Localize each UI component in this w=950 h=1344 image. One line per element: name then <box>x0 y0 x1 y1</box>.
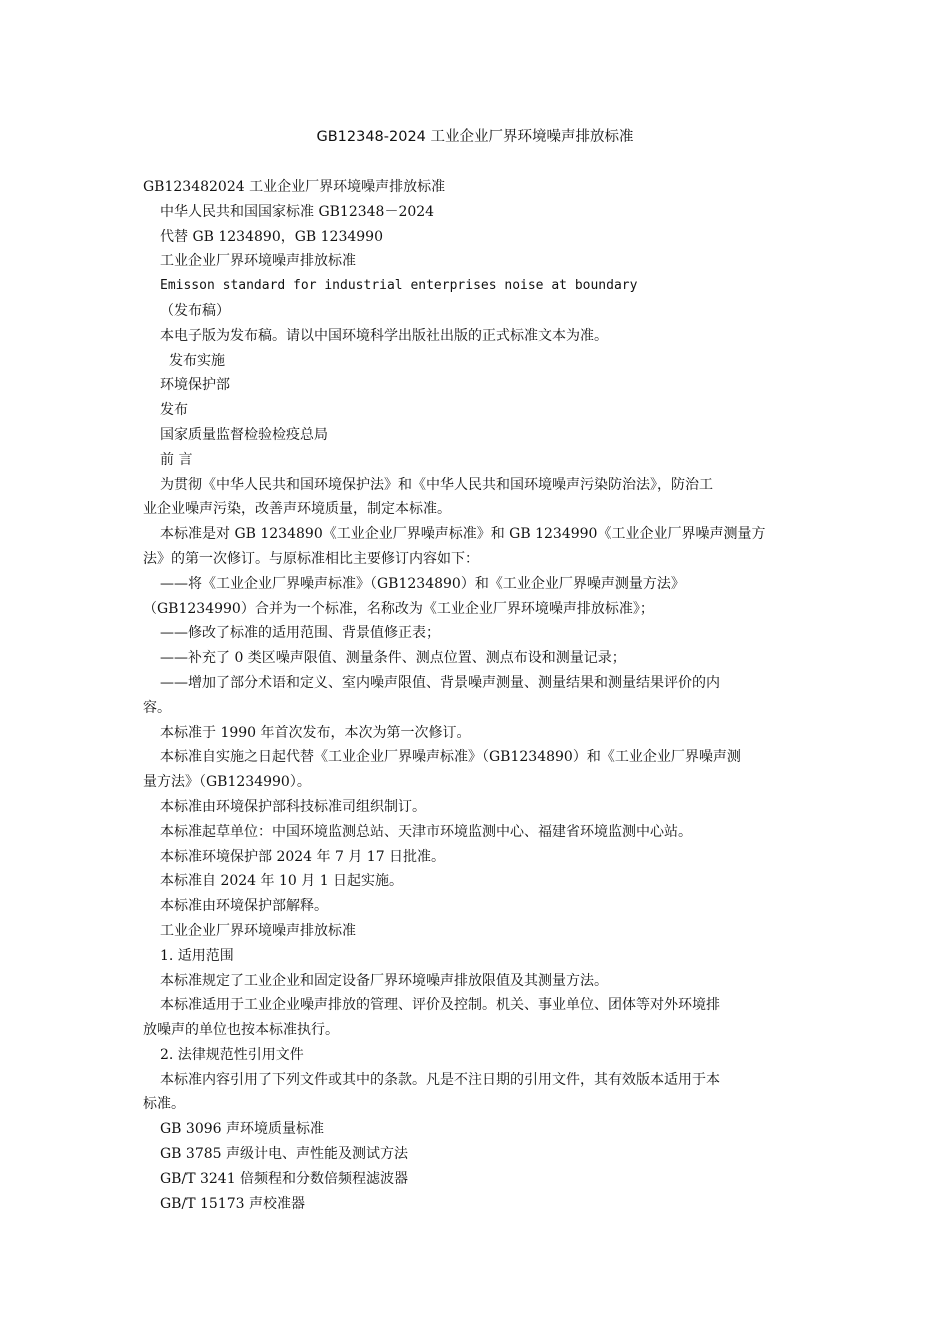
revision-item-4-line-1: ——增加了部分术语和定义、室内噪声限值、背景噪声测量、测量结果和测量结果评价的内 <box>160 674 720 691</box>
revision-item-1-line-1: ——将《工业企业厂界噪声标准》（GB1234890）和《工业企业厂界噪声测量方法》 <box>160 575 685 592</box>
document-body <box>143 175 810 1216</box>
first-release-line: 本标准于 1990 年首次发布，本次为第一次修订。 <box>160 724 471 741</box>
foreword-paragraph-1-line-2: 业企业噪声污染，改善声环境质量，制定本标准。 <box>143 501 451 518</box>
replacement-paragraph-line-1: 本标准自实施之日起代替《工业企业厂界噪声标准》（GB1234890）和《工业企业厂界噪声测 <box>160 749 741 766</box>
foreword-paragraph-2-line-1: 本标准是对 GB 1234890《工业企业厂界噪声标准》和 GB 1234990《工业企业厂界噪声测量方 <box>160 526 766 543</box>
revision-item-2: ——修改了标准的适用范围、背景值修正表； <box>160 625 440 642</box>
reference-gb3096: GB 3096 声环境质量标准 <box>160 1121 325 1138</box>
standard-body-title: 工业企业厂界环境噪声排放标准 <box>160 922 356 939</box>
electronic-version-note: 本电子版为发布稿。请以中国环境科学出版社出版的正式标准文本为准。 <box>160 327 608 344</box>
quality-bureau-line: 国家质量监督检验检疫总局 <box>160 426 328 443</box>
replacement-paragraph-line-2: 量方法》（GB1234990）。 <box>143 774 311 791</box>
implementation-line: 本标准自 2024 年 10 月 1 日起实施。 <box>160 873 404 890</box>
ministry-line: 环境保护部 <box>160 377 230 394</box>
issue-line: 发布 <box>160 402 188 419</box>
scope-paragraph-1: 本标准规定了工业企业和固定设备厂界环境噪声排放限值及其测量方法。 <box>160 972 608 989</box>
revision-item-3: ——补充了 0 类区噪声限值、测量条件、测点位置、测点布设和测量记录； <box>160 650 626 667</box>
foreword-paragraph-1-line-1: 为贯彻《中华人民共和国环境保护法》和《中华人民共和国环境噪声污染防治法》，防治工 <box>160 476 713 493</box>
scope-paragraph-2-line-1: 本标准适用于工业企业噪声排放的管理、评价及控制。机关、事业单位、团体等对外环境排 <box>160 997 720 1014</box>
section-2-heading: 2. 法律规范性引用文件 <box>160 1046 304 1063</box>
reference-gb3785: GB 3785 声级计电、声性能及测试方法 <box>160 1146 409 1163</box>
interpretation-line: 本标准由环境保护部解释。 <box>160 898 328 915</box>
heading-line: GB123482024 工业企业厂界环境噪声排放标准 <box>143 179 446 195</box>
drafting-units-line: 本标准起草单位：中国环境监测总站、天津市环境监测中心、福建省环境监测中心站。 <box>160 823 692 840</box>
document-title: GB12348-2024 工业企业厂界环境噪声排放标准 <box>316 129 634 145</box>
standard-number-line: 中华人民共和国国家标准 GB12348－2024 <box>160 203 435 220</box>
organizer-line: 本标准由环境保护部科技标准司组织制订。 <box>160 798 426 815</box>
replaces-line: 代替 GB 1234890，GB 1234990 <box>160 228 383 245</box>
references-paragraph-line-2: 标准。 <box>143 1096 185 1113</box>
reference-gbt3241: GB/T 3241 倍频程和分数倍频程滤波器 <box>160 1170 409 1187</box>
issue-implement-line: 发布实施 <box>169 352 225 369</box>
english-title-line: Emisson standard for industrial enterprises noise at boundary <box>160 278 638 294</box>
release-draft-line: （发布稿） <box>160 302 230 319</box>
scope-paragraph-2-line-2: 放噪声的单位也按本标准执行。 <box>143 1022 339 1039</box>
reference-gbt15173: GB/T 15173 声校准器 <box>160 1195 305 1212</box>
foreword-heading: 前 言 <box>160 451 193 468</box>
standard-name-line: 工业企业厂界环境噪声排放标准 <box>160 253 356 270</box>
revision-item-4-line-2: 容。 <box>143 699 171 716</box>
foreword-paragraph-2-line-2: 法》的第一次修订。与原标准相比主要修订内容如下： <box>143 550 479 567</box>
references-paragraph-line-1: 本标准内容引用了下列文件或其中的条款。凡是不注日期的引用文件，其有效版本适用于本 <box>160 1071 720 1088</box>
revision-item-1-line-2: （GB1234990）合并为一个标准，名称改为《工业企业厂界环境噪声排放标准》； <box>143 600 654 617</box>
section-1-heading: 1. 适用范围 <box>160 947 234 964</box>
approval-line: 本标准环境保护部 2024 年 7 月 17 日批准。 <box>160 848 446 865</box>
